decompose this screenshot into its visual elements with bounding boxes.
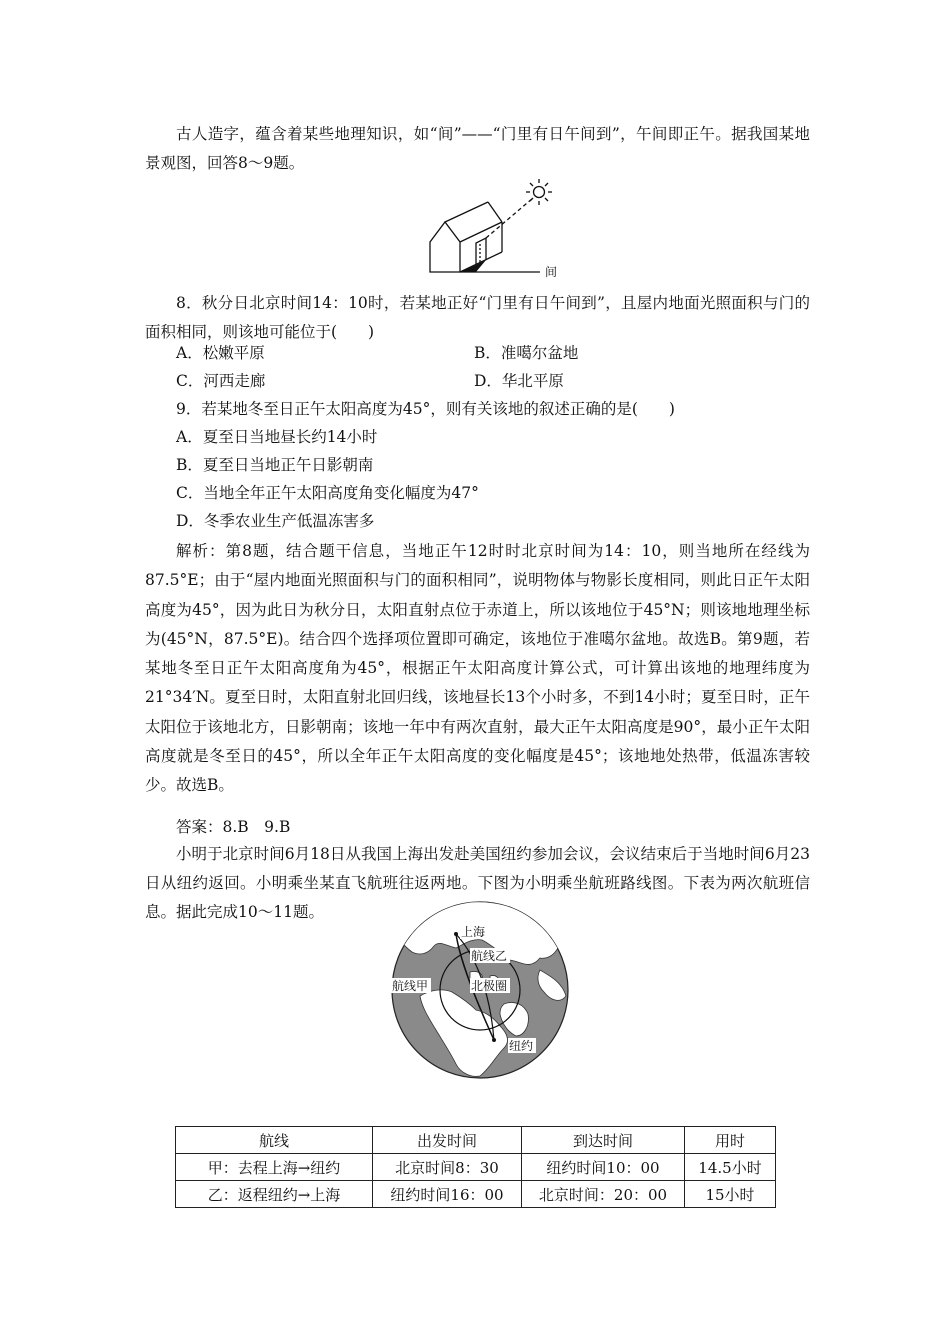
q9-stem: 9．若某地冬至日正午太阳高度为45°，则有关该地的叙述正确的是( ) (176, 400, 675, 418)
house-label: 间 (545, 265, 558, 279)
table-row (176, 1154, 776, 1181)
table-row (176, 1181, 776, 1208)
table-cell: 乙：返程纽约→上海 (176, 1181, 373, 1208)
q8-stem: 8．秋分日北京时间14：10时，若某地正好“门里有日午间到”，且屋内地面光照面积与门的面积相同，则该地可能位于( ) (145, 294, 810, 341)
table-header-row (176, 1127, 776, 1154)
q8-option-c: C．河西走廊 (176, 372, 266, 390)
table-header-cell: 用时 (685, 1127, 776, 1154)
map-label-newyork: 纽约 (509, 1039, 534, 1053)
answer-line: 答案：8.B 9.B (176, 818, 291, 836)
table-cell: 北京时间：20：00 (522, 1181, 685, 1208)
table-cell: 纽约时间10：00 (522, 1154, 685, 1181)
q8-option-a: A．松嫩平原 (176, 344, 265, 362)
q8-option-d: D．华北平原 (474, 372, 564, 390)
map-label-arctic-circle: 北极圈 (471, 979, 508, 993)
table-cell: 纽约时间16：00 (373, 1181, 522, 1208)
intro-paragraph: 古人造字，蕴含着某些地理知识，如“间”——“门里有日午间到”，午间即正午。据我国某地景观图，回答8～9题。 (145, 125, 810, 172)
sun-icon (534, 187, 545, 198)
house-sun-figure (420, 176, 570, 280)
q9-option-a: A．夏至日当地昼长约14小时 (176, 428, 378, 446)
q9-option-b: B．夏至日当地正午日影朝南 (176, 456, 374, 474)
table-cell: 北京时间8：30 (373, 1154, 522, 1181)
polar-route-map (390, 900, 570, 1080)
q9-option-d: D．冬季农业生产低温冻害多 (176, 512, 375, 530)
map-label-route-b: 航线乙 (471, 949, 508, 963)
table-cell: 15小时 (685, 1181, 776, 1208)
table-cell: 甲：去程上海→纽约 (176, 1154, 373, 1181)
map-label-shanghai: 上海 (461, 925, 486, 939)
map-label-route-a: 航线甲 (392, 979, 429, 993)
intro2-paragraph: 小明于北京时间6月18日从我国上海出发赴美国纽约参加会议，会议结束后于当地时间6月23日从纽约返回。小明乘坐某直飞航班往返两地。下图为小明乘坐航班路线图。下表为两次航班信息。据此完成10～11题。 (145, 845, 810, 921)
table-cell: 14.5小时 (685, 1154, 776, 1181)
analysis-paragraph: 解析：第8题，结合题干信息，当地正午12时时北京时间为14：10，则当地所在经线为87.5°E；由于“屋内地面光照面积与门的面积相同”，说明物体与物影长度相同，则此日正午太阳高度为45°，因为此日为秋分日，太阳直射点位于赤道上，所以该地位于45°N；则该地地理坐标为(45°N，87.5°E)。结合四个选择项位置即可确定，该地位于准噶尔盆地。故选B。第9题，若某地冬至日正午太阳高度角为45°，根据正午太阳高度计算公式，可计算出该地的地理纬度为21°34′N。夏至日时，太阳直射北回归线，该地昼长13个小时多，不到14小时；夏至日时，正午太阳位于该地北方，日影朝南；该地一年中有两次直射，最大正午太阳高度是90°，最小正午太阳高度就是冬至日的45°，所以全年正午太阳高度的变化幅度是45°；该地地处热带，低温冻害较少。故选B。 (145, 542, 810, 795)
q8-option-b: B．准噶尔盆地 (474, 344, 579, 362)
flight-info-table (175, 1126, 776, 1208)
table-header-cell: 到达时间 (522, 1127, 685, 1154)
table-header-cell: 航线 (176, 1127, 373, 1154)
q9-option-c: C．当地全年正午太阳高度角变化幅度为47° (176, 484, 479, 502)
table-header-cell: 出发时间 (373, 1127, 522, 1154)
